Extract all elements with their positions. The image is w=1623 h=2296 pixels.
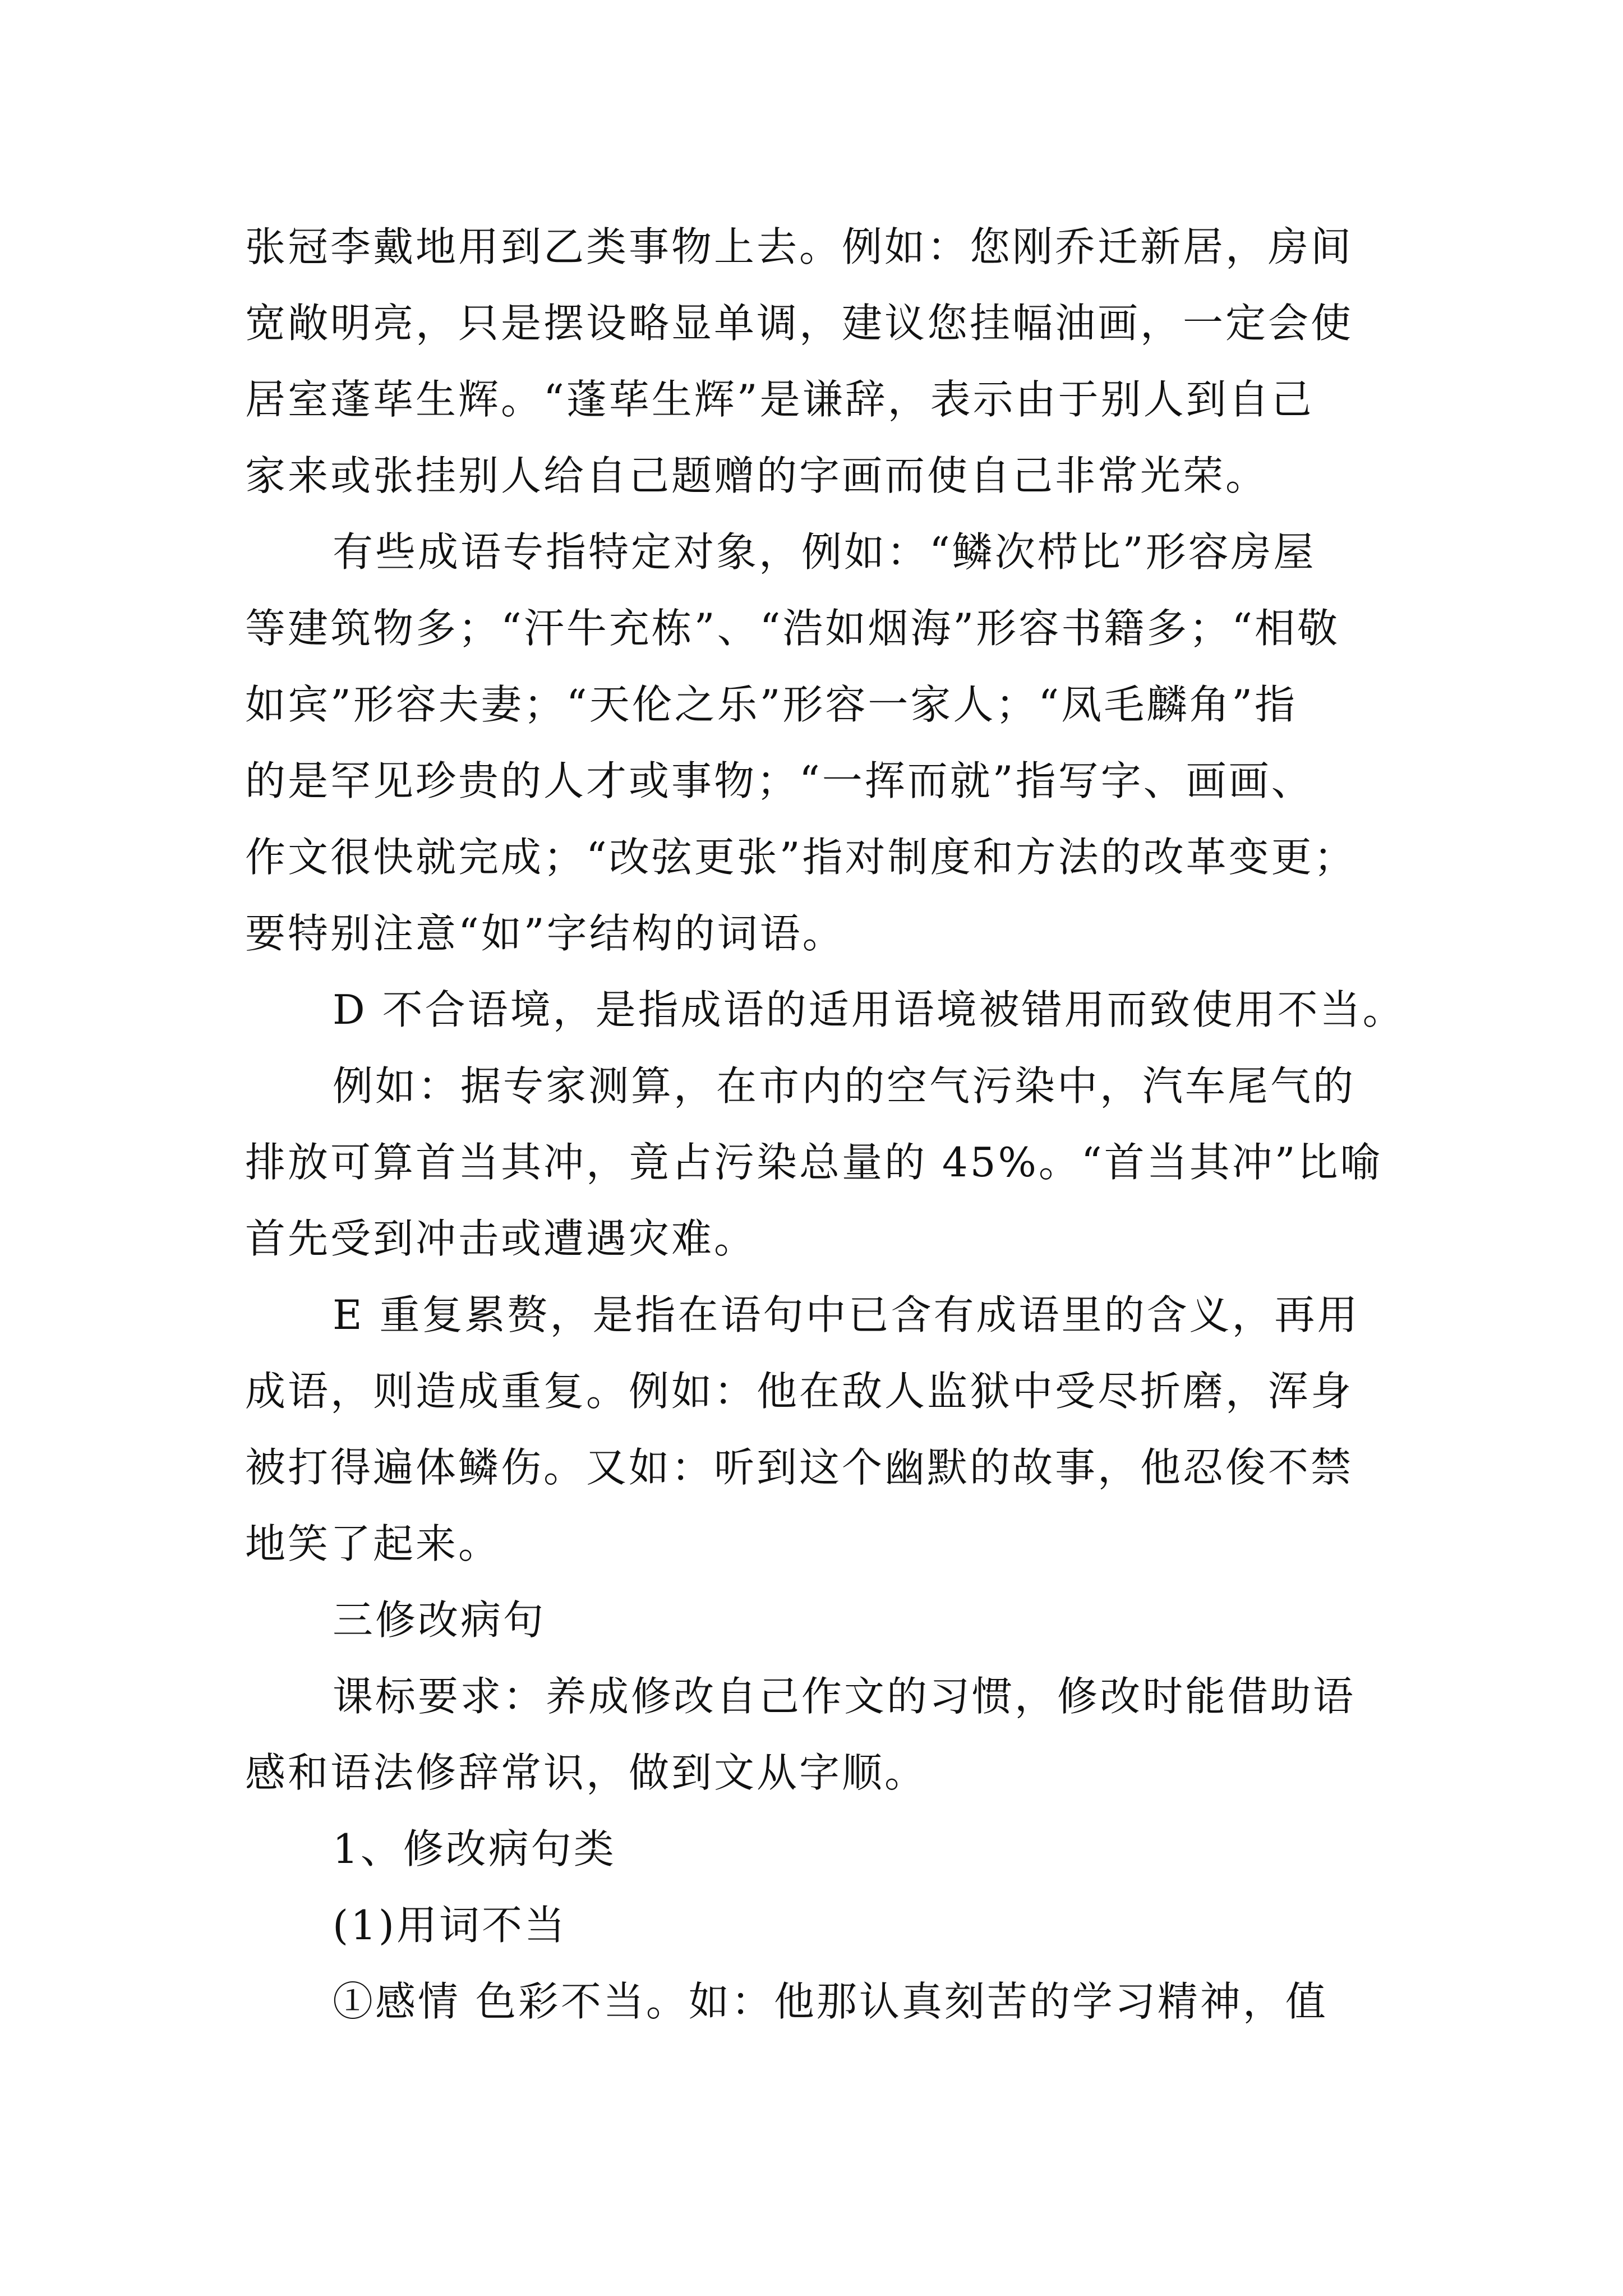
text-line: 的是罕见珍贵的人才或事物；“一挥而就”指写字、画画、 bbox=[245, 757, 1314, 804]
text-line: 作文很快就完成；“改弦更张”指对制度和方法的改革变更； bbox=[245, 834, 1357, 881]
text-line: 家来或张挂别人给自己题赠的字画而使自己非常光荣。 bbox=[245, 452, 1269, 499]
text-line: 要特别注意“如”字结构的词语。 bbox=[245, 910, 845, 957]
text-line: E 重复累赘，是指在语句中已含有成语里的含义，再用 bbox=[333, 1291, 1360, 1338]
text-line: 感和语法修辞常识，做到文从字顺。 bbox=[245, 1749, 928, 1796]
text-line: 被打得遍体鳞伤。又如：听到这个幽默的故事，他忍俊不禁 bbox=[245, 1444, 1354, 1491]
text-line: 例如：据专家测算，在市内的空气污染中，汽车尾气的 bbox=[333, 1062, 1356, 1110]
text-line: 地笑了起来。 bbox=[245, 1520, 501, 1567]
section-heading: 三修改病句 bbox=[333, 1596, 546, 1644]
text-line: 如宾”形容夫妻；“天伦之乐”形容一家人；“凤毛麟角”指 bbox=[245, 681, 1298, 728]
subsection-heading: 1、修改病句类 bbox=[333, 1825, 616, 1872]
text-line: 张冠李戴地用到乙类事物上去。例如：您刚乔迁新居，房间 bbox=[245, 223, 1354, 270]
text-line: 宽敞明亮，只是摆设略显单调，建议您挂幅油画，一定会使 bbox=[245, 300, 1354, 347]
text-line: 有些成语专指特定对象，例如：“鳞次栉比”形容房屋 bbox=[333, 528, 1316, 576]
text-line: 排放可算首当其冲，竟占污染总量的 45%。“首当其冲”比喻 bbox=[245, 1139, 1383, 1186]
text-line: 首先受到冲击或遭遇灾难。 bbox=[245, 1215, 757, 1262]
text-line: ①感情 色彩不当。如：他那认真刻苦的学习精神，值 bbox=[333, 1978, 1328, 2025]
text-line: 课标要求：养成修改自己作文的习惯，修改时能借助语 bbox=[333, 1673, 1356, 1720]
text-line: 成语，则造成重复。例如：他在敌人监狱中受尽折磨，浑身 bbox=[245, 1368, 1354, 1415]
text-line: 等建筑物多；“汗牛充栋”、“浩如烟海”形容书籍多；“相敬 bbox=[245, 605, 1340, 652]
text-line: D 不合语境，是指成语的适用语境被错用而致使用不当。 bbox=[333, 986, 1405, 1033]
subsection-heading: (1)用词不当 bbox=[333, 1902, 567, 1949]
text-line: 居室蓬荜生辉。“蓬荜生辉”是谦辞，表示由于别人到自己 bbox=[245, 376, 1314, 423]
